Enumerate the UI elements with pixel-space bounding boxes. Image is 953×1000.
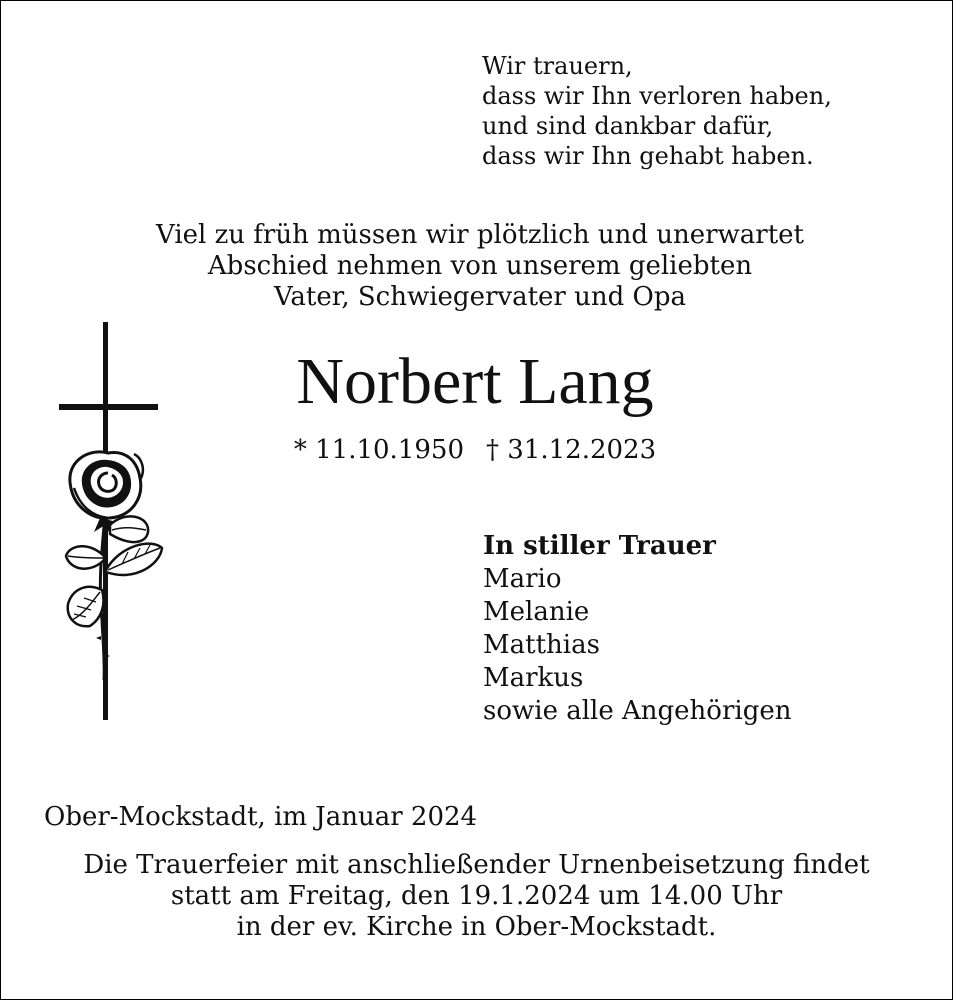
- funeral-details: [40, 850, 913, 943]
- funeral-line: Die Trauerfeier mit anschließender Urnenbeisetzung findet: [83, 850, 870, 880]
- life-dates: [250, 432, 700, 468]
- poem: [482, 51, 832, 171]
- poem-line: dass wir Ihn gehabt haben.: [482, 142, 814, 170]
- place-and-date: Ober-Mockstadt, im Januar 2024: [44, 802, 478, 832]
- mourner-name: Matthias: [483, 630, 600, 660]
- poem-line: Wir trauern,: [482, 52, 633, 80]
- announcement-text: [90, 220, 870, 313]
- funeral-line: statt am Freitag, den 19.1.2024 um 14.00 Uhr: [170, 881, 783, 911]
- announcement-line: Abschied nehmen von unserem geliebten: [207, 251, 753, 281]
- mourners-heading: In stiller Trauer: [483, 531, 716, 561]
- poem-line: und sind dankbar dafür,: [482, 112, 774, 140]
- funeral-line: in der ev. Kirche in Ober-Mockstadt.: [236, 912, 717, 942]
- mourner-name: Melanie: [483, 597, 590, 627]
- poem-line: dass wir Ihn verloren haben,: [482, 82, 832, 110]
- mourners-list: [483, 530, 791, 728]
- deceased-name: Norbert Lang: [296, 345, 654, 418]
- mourner-name: Markus: [483, 663, 584, 693]
- death-date: † 31.12.2023: [486, 435, 657, 465]
- cross-with-rose-icon: [50, 320, 170, 730]
- birth-date: * 11.10.1950: [293, 435, 464, 465]
- announcement-line: Vater, Schwiegervater und Opa: [274, 282, 686, 312]
- mourner-name: sowie alle Angehörigen: [483, 696, 792, 726]
- announcement-line: Viel zu früh müssen wir plötzlich und unerwartet: [156, 220, 804, 250]
- mourner-name: Mario: [483, 564, 562, 594]
